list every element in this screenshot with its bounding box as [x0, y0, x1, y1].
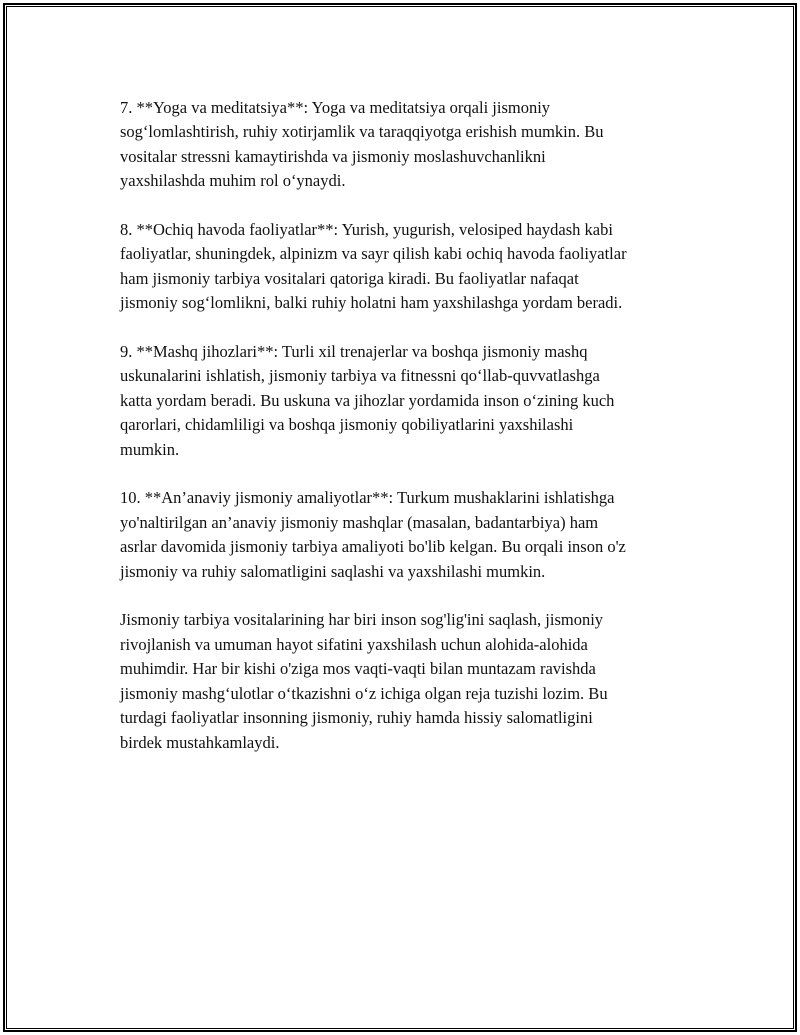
paragraph-yoga-meditation: 7. **Yoga va meditatsiya**: Yoga va meditatsiya orqali jismoniy sog‘lomlashtirish, ruhiy xotirjamlik va taraqqiyotga erishish mumkin. Bu vositalar stressni kamaytirishda va jismoniy moslashuvchanlikni yaxshilashda muhim rol o‘ynaydi.: [120, 98, 604, 191]
page-border: [3, 3, 797, 1032]
paragraph-outdoor-activities: 8. **Ochiq havoda faoliyatlar**: Yurish, yugurish, velosiped haydash kabi faoliyatlar, shuningdek, alpinizm va sayr qilish kabi ochiq havoda faoliyatlar ham jismoniy tarbiya vositalari qatoriga kiradi. Bu faoliyatlar nafaqat jismoniy sog‘lomlikni, balki ruhiy holatni ham yaxshilashga yordam beradi.: [120, 220, 627, 313]
paragraph-exercise-equipment: 9. **Mashq jihozlari**: Turli xil trenajerlar va boshqa jismoniy mashq uskunalarini ishlatish, jismoniy tarbiya va fitnessni qo‘llab-quvvatlashga katta yordam beradi. Bu uskuna va jihozlar yordamida inson o‘zining kuch qarorlari, chidamliligi va boshqa jismoniy qobiliyatlarini yaxshilashi mumkin.: [120, 342, 615, 459]
paragraph-traditional-practices: 10. **An’anaviy jismoniy amaliyotlar**: Turkum mushaklarini ishlatishga yo'naltirilgan an’anaviy jismoniy mashqlar (masalan, badantarbiya) ham asrlar davomida jismoniy tarbiya amaliyoti bo'lib kelgan. Bu orqali inson o'z jismoniy va ruhiy salomatligini saqlashi va yaxshilashi mumkin.: [120, 488, 626, 581]
paragraph-conclusion: Jismoniy tarbiya vositalarining har biri inson sog'lig'ini saqlash, jismoniy rivojlanish va umuman hayot sifatini yaxshilash uchun alohida-alohida muhimdir. Har bir kishi o'ziga mos vaqti-vaqti bilan muntazam ravishda jismoniy mashg‘ulotlar o‘tkazishni o‘z ichiga olgan reja tuzishi lozim. Bu turdagi faoliyatlar insonning jismoniy, ruhiy hamda hissiy salomatligini birdek mustahkamlaydi.: [120, 610, 608, 752]
document-body: [120, 96, 710, 779]
